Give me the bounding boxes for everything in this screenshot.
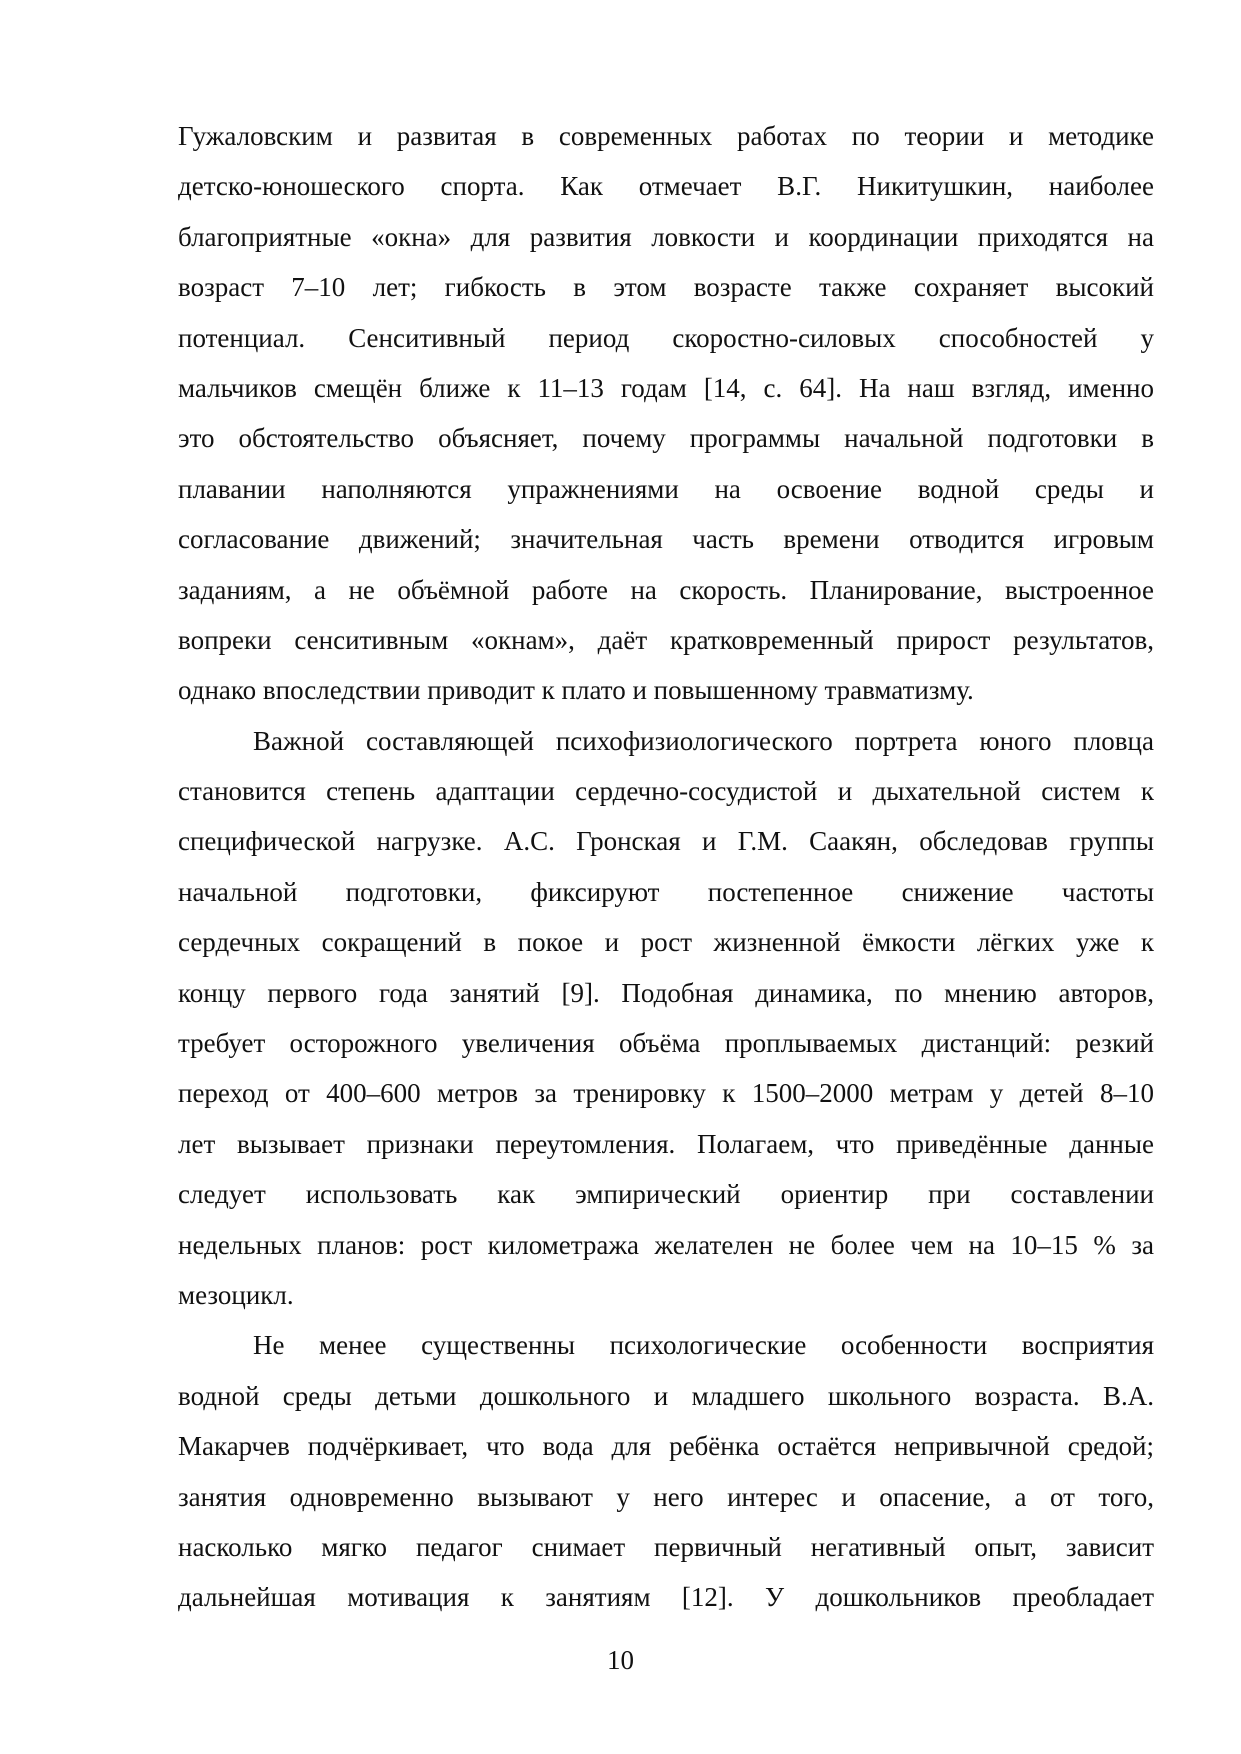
- text-line: концу первого года занятий [9]. Подобная динамика, по мнению авторов,: [178, 977, 1154, 1008]
- text-line: Не менее существенны психологические особенности восприятия: [253, 1330, 1154, 1361]
- text-line: водной среды детьми дошкольного и младшего школьного возраста. В.А.: [178, 1380, 1154, 1411]
- text-line: мезоцикл.: [178, 1279, 294, 1310]
- text-line: мальчиков смещён ближе к 11–13 годам [14, с. 64]. На наш взгляд, именно: [178, 372, 1154, 403]
- text-line: однако впоследствии приводит к плато и повышенному травматизму.: [178, 675, 974, 706]
- paragraph-2: [178, 716, 1154, 1321]
- text-line: становится степень адаптации сердечно-сосудистой и дыхательной систем к: [178, 776, 1154, 807]
- text-line: благоприятные «окна» для развития ловкости и координации приходятся на: [178, 221, 1154, 252]
- text-line: дальнейшая мотивация к занятиям [12]. У дошкольников преобладает: [178, 1582, 1154, 1613]
- text-line: Макарчев подчёркивает, что вода для ребёнка остаётся непривычной средой;: [178, 1431, 1154, 1462]
- body-text: [178, 111, 1154, 1623]
- text-line: насколько мягко педагог снимает первичный негативный опыт, зависит: [178, 1531, 1154, 1562]
- text-line: занятия одновременно вызывают у него интерес и опасение, а от того,: [178, 1481, 1154, 1512]
- text-line: переход от 400–600 метров за тренировку к 1500–2000 метрам у детей 8–10: [178, 1078, 1154, 1109]
- text-line: согласование движений; значительная часть времени отводится игровым: [178, 524, 1154, 555]
- text-line: потенциал. Сенситивный период скоростно-силовых способностей у: [178, 322, 1154, 353]
- text-line: вопреки сенситивным «окнам», даёт кратковременный прирост результатов,: [178, 624, 1154, 655]
- text-line: возраст 7–10 лет; гибкость в этом возрасте также сохраняет высокий: [178, 272, 1154, 303]
- text-line: Важной составляющей психофизиологического портрета юного пловца: [253, 725, 1154, 756]
- page-number: 10: [607, 1645, 634, 1675]
- text-line: требует осторожного увеличения объёма проплываемых дистанций: резкий: [178, 1028, 1154, 1059]
- text-line: следует использовать как эмпирический ориентир при составлении: [178, 1179, 1154, 1210]
- text-line: заданиям, а не объёмной работе на скорость. Планирование, выстроенное: [178, 574, 1154, 605]
- paragraph-1: [178, 111, 1154, 716]
- text-line: лет вызывает признаки переутомления. Полагаем, что приведённые данные: [178, 1128, 1154, 1159]
- text-line: сердечных сокращений в покое и рост жизненной ёмкости лёгких уже к: [178, 927, 1154, 958]
- text-line: Гужаловским и развитая в современных работах по теории и методике: [178, 121, 1154, 151]
- paragraph-3: [178, 1320, 1154, 1622]
- text-line: это обстоятельство объясняет, почему программы начальной подготовки в: [178, 423, 1154, 454]
- text-line: плавании наполняются упражнениями на освоение водной среды и: [178, 473, 1154, 504]
- text-line: недельных планов: рост километража желателен не более чем на 10–15 % за: [178, 1229, 1154, 1260]
- text-line: детско-юношеского спорта. Как отмечает В.Г. Никитушкин, наиболее: [178, 171, 1154, 202]
- text-line: начальной подготовки, фиксируют постепенное снижение частоты: [178, 876, 1154, 907]
- text-line: специфической нагрузке. А.С. Гронская и Г.М. Саакян, обследовав группы: [178, 826, 1154, 857]
